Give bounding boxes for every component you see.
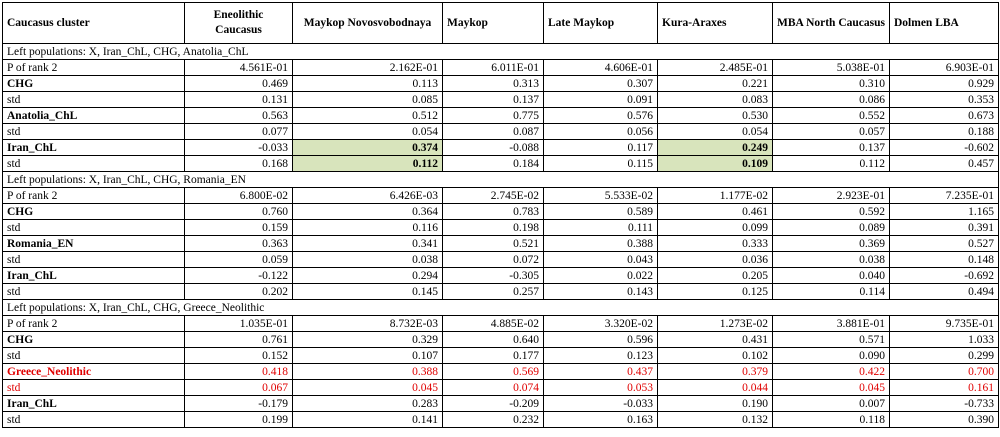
table-cell: 0.116 — [293, 220, 443, 236]
table-cell: 0.099 — [658, 220, 773, 236]
table-cell: 0.431 — [658, 332, 773, 348]
row-label: std — [3, 348, 185, 364]
table-cell: 0.576 — [544, 108, 658, 124]
table-cell: 0.563 — [185, 108, 293, 124]
table-cell: 0.205 — [658, 268, 773, 284]
table-row — [3, 156, 999, 172]
table-cell: 8.732E-03 — [293, 316, 443, 332]
table-cell: 0.111 — [544, 220, 658, 236]
table-cell: 0.117 — [544, 140, 658, 156]
table-cell: -0.733 — [890, 396, 999, 412]
table-cell: 2.162E-01 — [293, 60, 443, 76]
table-cell: 0.640 — [443, 332, 544, 348]
row-label: std — [3, 380, 185, 396]
table-cell: 1.177E-02 — [658, 188, 773, 204]
table-cell: 0.363 — [185, 236, 293, 252]
table-cell: 0.379 — [658, 364, 773, 380]
table-cell: 0.123 — [544, 348, 658, 364]
table-cell: 0.364 — [293, 204, 443, 220]
table-cell: 0.673 — [890, 108, 999, 124]
table-cell: 1.165 — [890, 204, 999, 220]
table-row — [3, 76, 999, 92]
row-label: Greece_Neolithic — [3, 364, 185, 380]
table-cell: 0.388 — [544, 236, 658, 252]
table-cell: 0.168 — [185, 156, 293, 172]
header-cell: MBA North Caucasus — [773, 3, 890, 44]
table-cell: 0.329 — [293, 332, 443, 348]
table-cell: 0.038 — [293, 252, 443, 268]
table-cell: 0.131 — [185, 92, 293, 108]
header-cell: Dolmen LBA — [890, 3, 999, 44]
table-cell: -0.602 — [890, 140, 999, 156]
table-cell: 0.596 — [544, 332, 658, 348]
table-cell: 0.107 — [293, 348, 443, 364]
table-cell: 0.045 — [293, 380, 443, 396]
table-cell: 2.745E-02 — [443, 188, 544, 204]
table-cell: 0.249 — [658, 140, 773, 156]
table-cell: 5.533E-02 — [544, 188, 658, 204]
table-row — [3, 236, 999, 252]
table-cell: 9.735E-01 — [890, 316, 999, 332]
table-cell: 0.090 — [773, 348, 890, 364]
table-cell: 0.163 — [544, 412, 658, 428]
row-label: Iran_ChL — [3, 268, 185, 284]
data-table — [2, 2, 999, 428]
table-row — [3, 204, 999, 220]
table-cell: 0.422 — [773, 364, 890, 380]
table-cell: 0.102 — [658, 348, 773, 364]
table-cell: 4.561E-01 — [185, 60, 293, 76]
row-label: std — [3, 412, 185, 428]
table-row — [3, 220, 999, 236]
table-cell: 4.885E-02 — [443, 316, 544, 332]
row-label: P of rank 2 — [3, 188, 185, 204]
table-body — [3, 44, 999, 428]
table-cell: 0.221 — [658, 76, 773, 92]
table-cell: 0.374 — [293, 140, 443, 156]
table-cell: 4.606E-01 — [544, 60, 658, 76]
table-cell: 0.054 — [658, 124, 773, 140]
table-cell: 0.137 — [443, 92, 544, 108]
table-cell: 0.391 — [890, 220, 999, 236]
table-row — [3, 140, 999, 156]
table-row — [3, 108, 999, 124]
table-cell: 0.198 — [443, 220, 544, 236]
table-cell: 2.485E-01 — [658, 60, 773, 76]
table-cell: 0.700 — [890, 364, 999, 380]
table-cell: 0.125 — [658, 284, 773, 300]
table-row — [3, 316, 999, 332]
table-cell: 0.112 — [773, 156, 890, 172]
table-cell: 0.059 — [185, 252, 293, 268]
header-cell: Caucasus cluster — [3, 3, 185, 44]
table-cell: 0.112 — [293, 156, 443, 172]
header-cell: Late Maykop — [544, 3, 658, 44]
table-cell: 0.152 — [185, 348, 293, 364]
table-cell: -0.692 — [890, 268, 999, 284]
table-cell: 0.086 — [773, 92, 890, 108]
table-cell: 0.038 — [773, 252, 890, 268]
table-cell: 6.426E-03 — [293, 188, 443, 204]
table-row — [3, 332, 999, 348]
row-label: CHG — [3, 204, 185, 220]
section-row — [3, 300, 999, 316]
table-cell: 0.057 — [773, 124, 890, 140]
table-cell: 0.045 — [773, 380, 890, 396]
row-label: Anatolia_ChL — [3, 108, 185, 124]
table-cell: 0.294 — [293, 268, 443, 284]
table-row — [3, 284, 999, 300]
table-cell: 0.760 — [185, 204, 293, 220]
table-cell: 0.132 — [658, 412, 773, 428]
header-cell: Kura-Araxes — [658, 3, 773, 44]
table-row — [3, 268, 999, 284]
table-cell: 0.044 — [658, 380, 773, 396]
table-cell: 7.235E-01 — [890, 188, 999, 204]
table-cell: -0.088 — [443, 140, 544, 156]
table-row — [3, 252, 999, 268]
table-cell: 0.109 — [658, 156, 773, 172]
table-cell: 0.114 — [773, 284, 890, 300]
table-cell: -0.179 — [185, 396, 293, 412]
table-cell: 0.390 — [890, 412, 999, 428]
table-cell: 0.053 — [544, 380, 658, 396]
row-label: std — [3, 284, 185, 300]
section-row — [3, 44, 999, 60]
section-row — [3, 172, 999, 188]
table-cell: 1.035E-01 — [185, 316, 293, 332]
row-label: Iran_ChL — [3, 140, 185, 156]
table-cell: 0.530 — [658, 108, 773, 124]
section-title: Left populations: X, Iran_ChL, CHG, Romania_EN — [3, 172, 999, 188]
table-row — [3, 60, 999, 76]
table-cell: 0.056 — [544, 124, 658, 140]
table-cell: 0.494 — [890, 284, 999, 300]
table-cell: 0.190 — [658, 396, 773, 412]
table-cell: 0.043 — [544, 252, 658, 268]
table-row — [3, 188, 999, 204]
table-cell: 0.569 — [443, 364, 544, 380]
table-cell: 0.257 — [443, 284, 544, 300]
table-row — [3, 364, 999, 380]
table-cell: 0.418 — [185, 364, 293, 380]
table-cell: 1.033 — [890, 332, 999, 348]
row-label: P of rank 2 — [3, 316, 185, 332]
table-row — [3, 412, 999, 428]
row-label: std — [3, 252, 185, 268]
table-cell: 0.929 — [890, 76, 999, 92]
table-cell: 0.040 — [773, 268, 890, 284]
table-cell: 0.161 — [890, 380, 999, 396]
table-cell: 0.087 — [443, 124, 544, 140]
header-row — [3, 3, 999, 44]
table-cell: 0.077 — [185, 124, 293, 140]
table-row — [3, 348, 999, 364]
row-label: CHG — [3, 332, 185, 348]
table-cell: 0.054 — [293, 124, 443, 140]
section-title: Left populations: X, Iran_ChL, CHG, Anatolia_ChL — [3, 44, 999, 60]
table-cell: 0.089 — [773, 220, 890, 236]
table-cell: 0.589 — [544, 204, 658, 220]
table-cell: 5.038E-01 — [773, 60, 890, 76]
table-cell: 0.118 — [773, 412, 890, 428]
table-cell: 0.232 — [443, 412, 544, 428]
table-cell: 6.903E-01 — [890, 60, 999, 76]
table-cell: 0.457 — [890, 156, 999, 172]
row-label: Romania_EN — [3, 236, 185, 252]
row-label: std — [3, 92, 185, 108]
table-cell: 0.141 — [293, 412, 443, 428]
header-cell: Eneolithic Caucasus — [185, 3, 293, 44]
table-cell: 3.881E-01 — [773, 316, 890, 332]
table-cell: 0.113 — [293, 76, 443, 92]
table-cell: 0.074 — [443, 380, 544, 396]
table-cell: 0.310 — [773, 76, 890, 92]
table-cell: 0.775 — [443, 108, 544, 124]
table-cell: 0.353 — [890, 92, 999, 108]
row-label: std — [3, 156, 185, 172]
table-row — [3, 396, 999, 412]
table-cell: -0.305 — [443, 268, 544, 284]
table-cell: 0.307 — [544, 76, 658, 92]
table-cell: 0.592 — [773, 204, 890, 220]
table-cell: -0.122 — [185, 268, 293, 284]
table-cell: 0.552 — [773, 108, 890, 124]
table-row — [3, 92, 999, 108]
table-cell: 0.761 — [185, 332, 293, 348]
row-label: CHG — [3, 76, 185, 92]
table-cell: 1.273E-02 — [658, 316, 773, 332]
table-cell: 0.184 — [443, 156, 544, 172]
table-cell: 0.177 — [443, 348, 544, 364]
table-cell: 0.527 — [890, 236, 999, 252]
table-cell: 0.437 — [544, 364, 658, 380]
table-cell: 0.341 — [293, 236, 443, 252]
table-cell: 0.137 — [773, 140, 890, 156]
table-cell: 0.188 — [890, 124, 999, 140]
table-cell: 0.022 — [544, 268, 658, 284]
table-cell: 0.783 — [443, 204, 544, 220]
table-cell: 6.800E-02 — [185, 188, 293, 204]
table-cell: 0.202 — [185, 284, 293, 300]
table-cell: 0.512 — [293, 108, 443, 124]
table-cell: 0.461 — [658, 204, 773, 220]
table-cell: 0.369 — [773, 236, 890, 252]
header-cell: Maykop — [443, 3, 544, 44]
table-cell: 0.283 — [293, 396, 443, 412]
table-cell: 0.085 — [293, 92, 443, 108]
row-label: P of rank 2 — [3, 60, 185, 76]
table-row — [3, 380, 999, 396]
table-cell: 0.469 — [185, 76, 293, 92]
table-cell: 0.388 — [293, 364, 443, 380]
table-cell: 0.091 — [544, 92, 658, 108]
table-cell: 0.083 — [658, 92, 773, 108]
header-cell: Maykop Novosvobodnaya — [293, 3, 443, 44]
table-cell: 0.148 — [890, 252, 999, 268]
table-cell: 0.159 — [185, 220, 293, 236]
table-cell: 0.036 — [658, 252, 773, 268]
row-label: Iran_ChL — [3, 396, 185, 412]
table-cell: 0.007 — [773, 396, 890, 412]
table-cell: 0.067 — [185, 380, 293, 396]
table-cell: 0.333 — [658, 236, 773, 252]
table-cell: 2.923E-01 — [773, 188, 890, 204]
table-row — [3, 124, 999, 140]
section-title: Left populations: X, Iran_ChL, CHG, Greece_Neolithic — [3, 300, 999, 316]
table-cell: -0.033 — [544, 396, 658, 412]
row-label: std — [3, 124, 185, 140]
table-cell: 0.143 — [544, 284, 658, 300]
table-cell: 0.145 — [293, 284, 443, 300]
table-cell: 0.072 — [443, 252, 544, 268]
table-cell: 0.299 — [890, 348, 999, 364]
table-cell: 0.199 — [185, 412, 293, 428]
table-cell: -0.209 — [443, 396, 544, 412]
table-cell: -0.033 — [185, 140, 293, 156]
row-label: std — [3, 220, 185, 236]
table-cell: 6.011E-01 — [443, 60, 544, 76]
table-cell: 0.571 — [773, 332, 890, 348]
table-cell: 0.521 — [443, 236, 544, 252]
table-cell: 0.313 — [443, 76, 544, 92]
table-cell: 3.320E-02 — [544, 316, 658, 332]
table-cell: 0.115 — [544, 156, 658, 172]
